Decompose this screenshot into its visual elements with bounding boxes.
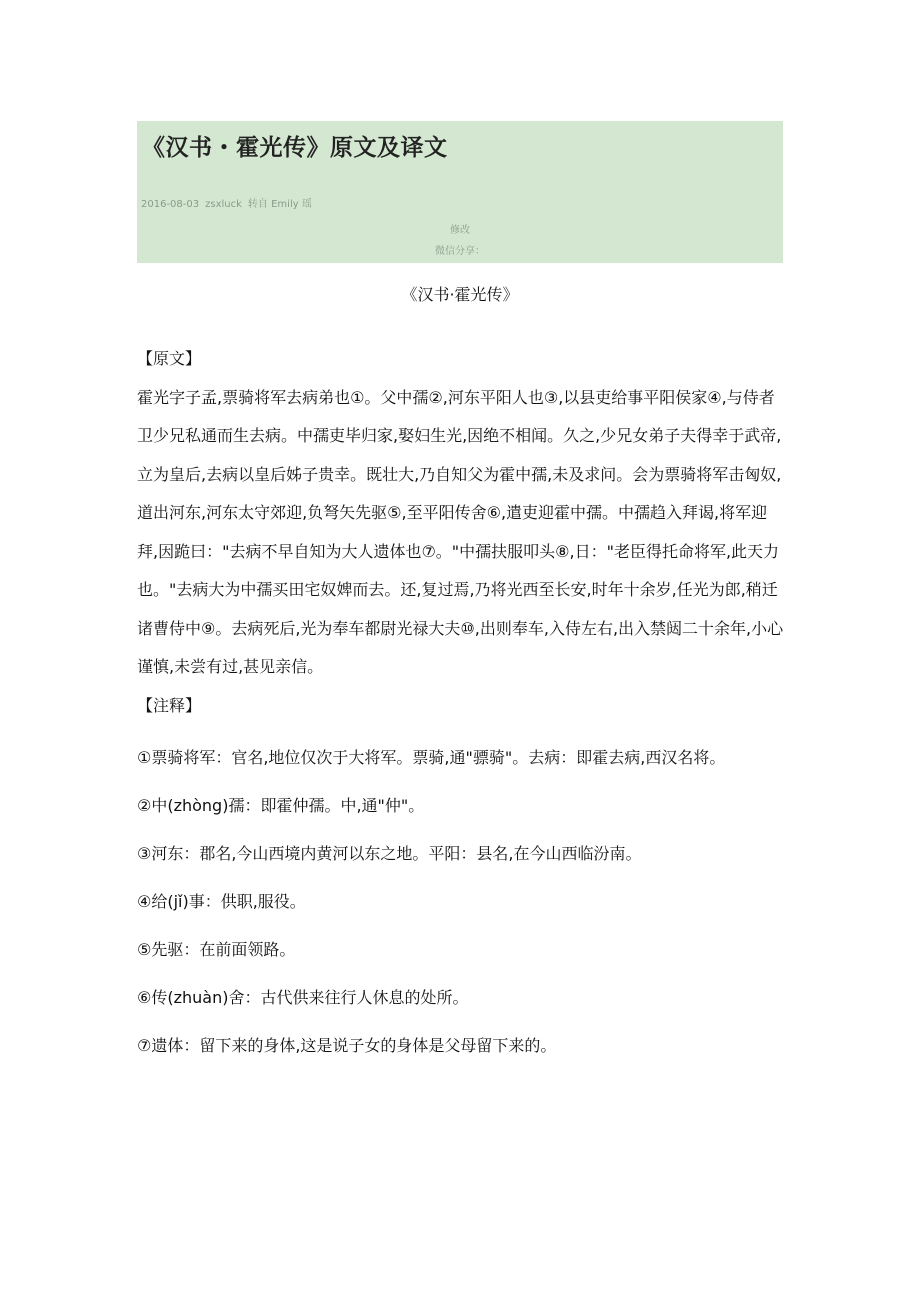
original-text: 霍光字子孟,票骑将军去病弟也①。父中孺②,河东平阳人也③,以县吏给事平阳侯家④,与侍者卫少兄私通而生去病。中孺吏毕归家,娶妇生光,因绝不相闻。久之,少兄女弟子夫得幸于武帝,立为皇后,去病以皇后姊子贵幸。既壮大,乃自知父为霍中孺,未及求问。会为票骑将军击匈奴,道出河东,河东太守郊迎,负弩矢先驱⑤,至平阳传舍⑥,遣吏迎霍中孺。中孺趋入拜谒,将军迎拜,因跪曰："去病不早自知为大人遗体也⑦。"中孺扶服叩头⑧,日："老臣得托命将军,此天力也。"去病大为中孺买田宅奴婢而去。还,复过焉,乃将光西至长安,时年十余岁,任光为郎,稍迁诸曹侍中⑨。去病死后,光为奉车都尉光禄大夫⑩,出则奉车,入侍左右,出入禁闼二十余年,小心谨慎,未尝有过,甚见亲信。 (137, 387, 784, 676)
article-body (137, 340, 787, 1070)
note-item: ③河东：郡名,今山西境内黄河以东之地。平阳：县名,在今山西临汾南。 (137, 844, 642, 863)
note-item: ⑥传(zhuàn)舍：古代供来往行人休息的处所。 (137, 988, 469, 1007)
post-meta (141, 195, 318, 210)
notes-heading: 【注释】 (137, 695, 202, 715)
wechat-share[interactable]: 微信分享： (435, 246, 485, 257)
article-subtitle: 《汉书·霍光传》 (401, 285, 519, 304)
author-link[interactable]: zsxluck (205, 199, 242, 210)
note-item: ⑦遗体：留下来的身体,这是说子女的身体是父母留下来的。 (137, 1036, 557, 1055)
article-header (137, 121, 783, 263)
post-date: 2016-08-03 (141, 199, 200, 210)
note-item: ④给(jǐ)事：供职,服役。 (137, 892, 306, 911)
notes-list (137, 734, 787, 1070)
note-item: ②中(zhòng)孺：即霍仲孺。中,通"仲"。 (137, 796, 425, 815)
page-title: 《汉书・霍光传》原文及译文 (142, 134, 448, 161)
original-heading: 【原文】 (137, 349, 202, 368)
note-item: ⑤先驱：在前面领路。 (137, 940, 296, 959)
repost-source[interactable]: 转自 Emily 瑶 (247, 199, 312, 210)
note-item: ①票骑将军：官名,地位仅次于大将军。票骑,通"骠骑"。去病：即霍去病,西汉名将。 (137, 748, 726, 767)
edit-link[interactable]: 修改 (450, 225, 470, 236)
